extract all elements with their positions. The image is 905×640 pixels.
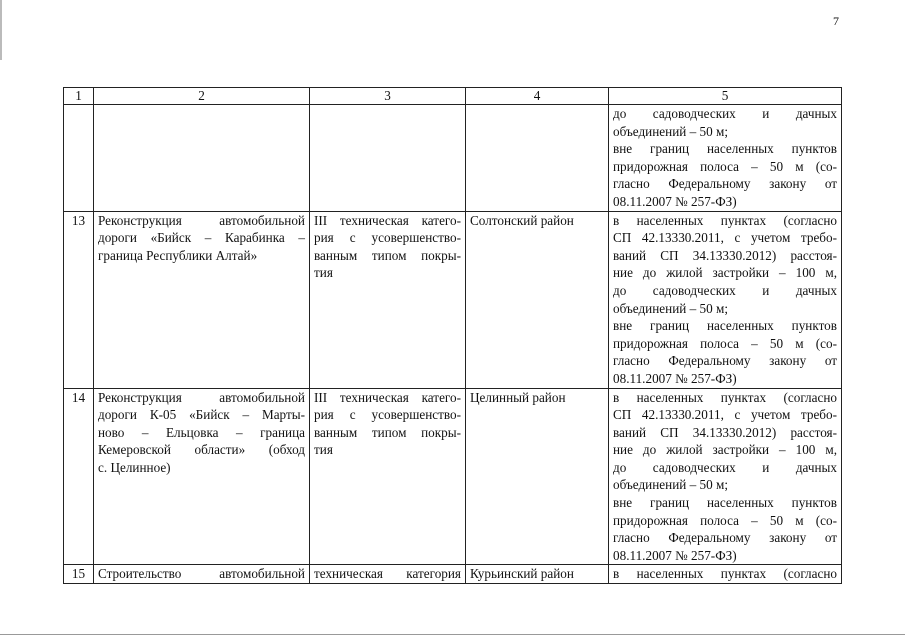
cell-zone — [609, 565, 842, 584]
text-line: объединений – 50 м; — [613, 123, 729, 139]
text-line: тия — [314, 442, 333, 458]
text-line: ваний СП 34.13330.2012) расстоя- — [613, 424, 837, 440]
cell-num: 14 — [64, 388, 94, 565]
cell-object — [94, 211, 310, 388]
cell-district — [466, 565, 609, 584]
text-line: тия — [314, 265, 333, 281]
text-line: в населенных пунктах (согласно — [613, 389, 837, 405]
cell-category — [310, 565, 466, 584]
text-line: ние до жилой застройки – 100 м, — [613, 442, 837, 458]
table-row-continuation — [64, 105, 842, 212]
header-cell-5: 5 — [609, 88, 842, 105]
text-line: гласно Федеральному закону от — [613, 176, 837, 192]
cell-num: 13 — [64, 211, 94, 388]
text-line: ванным типом покры- — [314, 247, 461, 263]
text-line: в населенных пунктах (согласно — [613, 566, 837, 582]
cell-num — [64, 105, 94, 212]
cell-zone — [609, 388, 842, 565]
cell-district: Солтонский район — [466, 211, 609, 388]
table-row-15 — [64, 565, 842, 584]
text-line: рия с усовершенство- — [314, 230, 461, 246]
text-line: до садоводческих и дачных — [613, 459, 837, 475]
text-line: придорожная полоса – 50 м (со- — [613, 512, 837, 528]
text-line: СП 42.13330.2011, с учетом требо- — [613, 230, 837, 246]
header-cell-3: 3 — [310, 88, 466, 105]
cell-category — [310, 388, 466, 565]
text-line: Строительство автомобильной — [98, 566, 305, 582]
text-line: гласно Федеральному закону от — [613, 530, 837, 546]
table-row-13 — [64, 211, 842, 388]
table-header-row — [64, 88, 842, 105]
text-line: вне границ населенных пунктов — [613, 318, 837, 334]
text-line: объединений – 50 м; — [613, 300, 729, 316]
scan-edge-mark — [0, 0, 2, 60]
text-line: дороги К-05 «Бийск – Марты- — [98, 407, 305, 423]
text-line: ново – Ельцовка – граница — [98, 424, 305, 440]
text-line: до садоводческих и дачных — [613, 282, 837, 298]
header-cell-1: 1 — [64, 88, 94, 105]
text-line: СП 42.13330.2011, с учетом требо- — [613, 407, 837, 423]
scan-bottom-line — [0, 634, 905, 635]
text-line: техническая категория — [314, 566, 461, 582]
text-line: вне границ населенных пунктов — [613, 141, 837, 157]
cell-category — [310, 211, 466, 388]
text-line: Кемеровской области» (обход — [98, 442, 305, 458]
text-line: Реконструкция автомобильной — [98, 389, 305, 405]
text-line: гласно Федеральному закону от — [613, 353, 837, 369]
text-line: 08.11.2007 № 257-ФЗ) — [613, 547, 737, 563]
text-line: Реконструкция автомобильной — [98, 212, 305, 228]
text-line: граница Республики Алтай» — [98, 247, 258, 263]
header-cell-4: 4 — [466, 88, 609, 105]
text-line: ванным типом покры- — [314, 424, 461, 440]
text-line: 08.11.2007 № 257-ФЗ) — [613, 193, 737, 209]
cell-zone — [609, 105, 842, 212]
text-line: вне границ населенных пунктов — [613, 495, 837, 511]
text-line: придорожная полоса – 50 м (со- — [613, 158, 837, 174]
cell-district — [466, 105, 609, 212]
cell-num: 15 — [64, 565, 94, 584]
cell-district: Целинный район — [466, 388, 609, 565]
table-row-14 — [64, 388, 842, 565]
cell-object — [94, 105, 310, 212]
header-cell-2: 2 — [94, 88, 310, 105]
text-line: до садоводческих и дачных — [613, 106, 837, 121]
text-line: III техническая катего- — [314, 212, 461, 228]
district-text: Курьинский район — [470, 566, 574, 582]
text-line: объединений – 50 м; — [613, 477, 729, 493]
cell-object — [94, 565, 310, 584]
cell-category — [310, 105, 466, 212]
page-number: 7 — [833, 14, 839, 28]
text-line: в населенных пунктах (согласно — [613, 212, 837, 228]
text-line: ние до жилой застройки – 100 м, — [613, 265, 837, 281]
cell-zone — [609, 211, 842, 388]
text-line: дороги «Бийск – Карабинка – — [98, 230, 305, 246]
text-line: III техническая катего- — [314, 389, 461, 405]
text-line: с. Целинное) — [98, 459, 171, 475]
text-line: 08.11.2007 № 257-ФЗ) — [613, 370, 737, 386]
text-line: рия с усовершенство- — [314, 407, 461, 423]
text-line: придорожная полоса – 50 м (со- — [613, 335, 837, 351]
document-table — [63, 87, 842, 584]
text-line: ваний СП 34.13330.2012) расстоя- — [613, 247, 837, 263]
cell-object — [94, 388, 310, 565]
